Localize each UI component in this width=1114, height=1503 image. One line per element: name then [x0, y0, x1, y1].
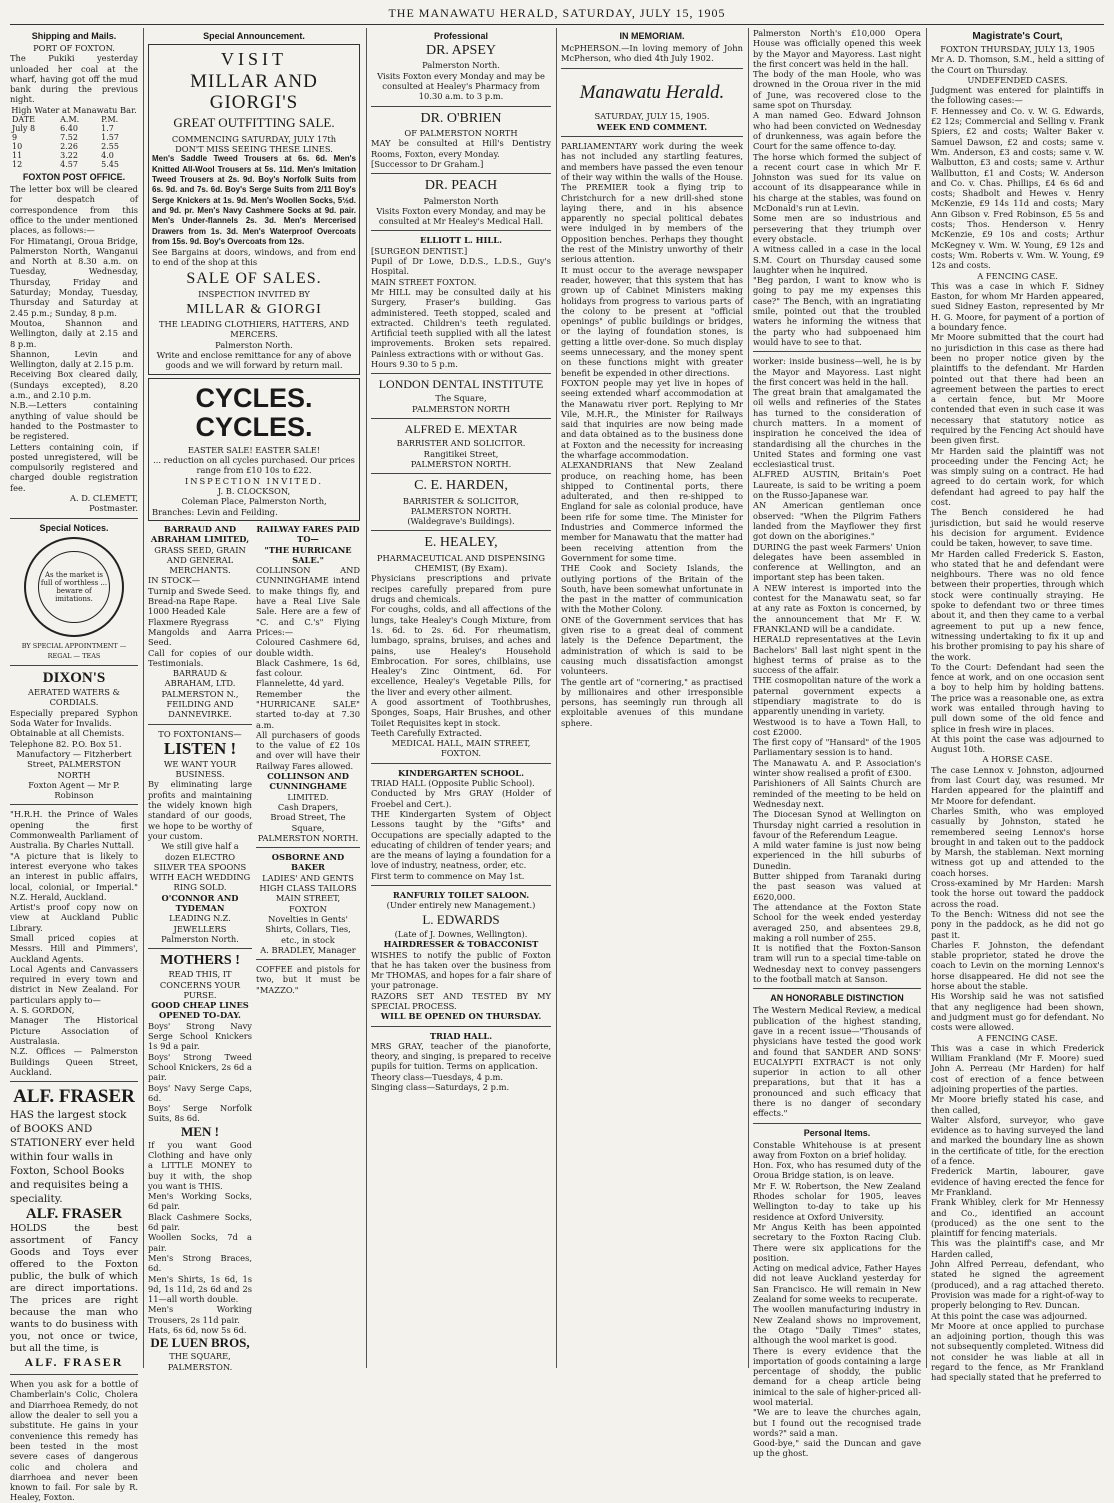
divider — [371, 1026, 551, 1027]
personal-heading: Personal Items. — [803, 1127, 871, 1138]
men-title: MEN ! — [181, 1123, 219, 1139]
cheap-lines-text: GOOD CHEAP LINES OPENED TO-DAY. — [151, 1000, 249, 1021]
column-rule — [748, 28, 749, 1368]
barraud-text: IN STOCK— Turnip and Swede Seed. Bread-na Rape Rape. 1000 Headed Kale Flaxmere Ryegrass Mangolds and Aarra Seed. Call for copies of our Testimonials. — [148, 575, 252, 668]
obrien-text: MAY be consulted at Hill's Dentistry Rooms, Foxton, every Monday. [Successor to Dr Graham.] — [371, 138, 551, 169]
column-rule — [556, 28, 557, 1368]
divider — [371, 106, 551, 107]
divider — [753, 1123, 921, 1124]
alfred-text: BARRISTER AND SOLICITOR. Rangitikei Street, PALMERSTON NORTH. — [396, 438, 526, 469]
osborne-address: MAIN STREET, FOXTON — [275, 893, 341, 914]
section-heading: Professional — [433, 31, 489, 41]
millar-giorgi-subtitle: THE LEADING CLOTHIERS, HATTERS, AND MERCERS. — [158, 319, 349, 340]
horse-heading: A HORSE CASE. — [982, 754, 1053, 765]
regal-teas-seal — [24, 537, 124, 637]
millar-giorgi-title: MILLAR AND GIORGI'S — [190, 70, 318, 113]
cycles-title: CYCLES. CYCLES. — [195, 382, 313, 443]
healey-subtitle: PHARMACEUTICAL AND DISPENSING CHEMIST, (By Exam). — [376, 552, 546, 574]
tide-cell: 3.22 — [60, 151, 78, 161]
listen-text: By eliminating large profits and maintaining the widely known high standard of our goods, we hope to be worthy of your custom. — [148, 779, 252, 841]
tide-cell: 4.0 — [101, 151, 114, 161]
ranfurly-subtitle: (Under entirely new Management.) — [386, 900, 536, 911]
coffee-text: COFFEE and pistols for two, but it must be "MAZZO." — [256, 964, 360, 995]
collinson-name: COLLINSON AND CUNNINGHAME — [267, 771, 349, 792]
tide-cell: 5.45 — [101, 160, 119, 170]
col2-left — [148, 524, 252, 1372]
tide-row — [10, 142, 138, 151]
de-luen-subtitle: THE SQUARE, PALMERSTON. — [167, 1351, 233, 1372]
fencing-heading: A FENCING CASE. — [977, 270, 1058, 281]
column-magistrate — [931, 28, 1104, 1383]
hill-text: [SURGEON DENTIST.] Pupil of Dr Lowe, D.D.S., L.D.S., Guy's Hospital. MAIN STREET FOXTON. Mr HILL may be consulted daily at his Surgery, Fraser's building. Gas administered. Teeth stopped, scaled and extracted. Children's teeth regulated. Artificial teeth supplied with all the latest improvements. Broken sets repaired. Painless extractions with or without Gas. Hours 9.30 to 5 p.m. — [371, 245, 551, 369]
divider — [10, 665, 138, 666]
divider — [561, 68, 743, 69]
millar-giorgi-name: MILLAR & GIORGI — [186, 301, 322, 317]
men-text: If you want Good Clothing and have only a LITTLE MONEY to buy it with, the shop you want is THIS. Men's Working Socks, 6d pair. Black Cashmere Socks, 6d pair. Woollen Socks, 7d a pair. Men's Strong Braces, 6d. Men's Shirts, 1s 6d, 1s 9d, 1s 11d, 2s 6d and 2s 11—all worth double. Men's Working Trousers, 2s 11d pair. Hats, 6s 6d, now 5s 6d. — [148, 1139, 252, 1336]
dixon-telephone: Telephone 82. P.O. Box 51. — [10, 738, 122, 749]
col2-split — [148, 524, 360, 1372]
read-this-text: READ THIS, IT CONCERNS YOUR PURSE. — [159, 969, 241, 1000]
tide-row — [10, 151, 138, 160]
divider — [371, 885, 551, 886]
hill-title: ELLIOTT L. HILL. — [420, 235, 502, 246]
memoriam-heading: IN MEMORIAM. — [619, 31, 685, 41]
commencing-text: COMMENCING SATURDAY, JULY 17th — [171, 133, 337, 144]
london-dental-title: LONDON DENTAL INSTITUTE — [378, 377, 544, 392]
sale-lines: Men's Saddle Tweed Trousers at 6s. 6d. Men's Knitted All-Wool Trousers at 5s. 11d. Men's Imitation Tweed Trousers at 2s. 9d. Boy's Norfolk Suits from 6s. 9d. and 7s. 6d. Boy's Serge Suits from 2/11 Boy's Serge Knickers at 1s. 9d. Men's Woollen Socks, 5½d. and 9d. pr. Men's Navy Cashmere Socks at 9d. pair. Men's Under-flannels 2s. 3d. Men's Mercerised Drawers from 1s. 3d. Men's Waterproof Overcoats from 15s. 9d. Boy's Overcoats from 12s. — [152, 154, 356, 246]
oconnor-title: O'CONNOR AND TYDEMAN — [161, 892, 239, 914]
masthead: THE MANAWATU HERALD, SATURDAY, JULY 15, 1905 — [388, 6, 726, 20]
fencing-text-2: This was a case in which Frederick William Frankland (Mr F. Moore) sued John A. Perreau (Mr Harden) for half cost of erection of a fence between adjoining properties of the parties. Mr Moore briefly stated his case, and then called, Walter Alsford, surveyor, who gave evidence as to having surveyed the land and marked the boundary line as shown in the certificate of title, for the erection of a fence. Frederick Martin, labourer, gave evidence of having erected the fence for Mr Frankland. Frank Whibley, clerk for Mr Hennessy and Co., identified an account (produced) as the one sent to the plaintiff for fencing materials. This was the plaintiff's case, and Mr Harden called, John Alfred Perreau, defendant, who stated he signed the agreement (produced), and a rag attached thereto. Provision was made for a right-of-way to properly belonging to Rev. Duncan. At this point the case was adjourned. Mr Moore at once applied to purchase an adjoining portion, though this was not subsequently completed. Witness did not consider he was liable at all in regard to the fence, as Mr Frankland had specially stated that he preferred to — [931, 1042, 1104, 1383]
magistrate-heading: Magistrate's Court, — [972, 31, 1063, 42]
divider — [10, 804, 138, 805]
honorable-heading: AN HONORABLE DISTINCTION — [770, 993, 904, 1004]
column-shipping — [10, 28, 138, 1503]
tide-cell: 1.7 — [101, 124, 114, 134]
to-foxtonians: TO FOXTONIANS— — [158, 728, 242, 739]
mothers-title: MOTHERS ! — [160, 953, 240, 969]
hairdresser-title: HAIRDRESSER & TOBACCONIST — [383, 939, 539, 950]
triad-title: TRIAD HALL. — [429, 1030, 493, 1041]
tide-header-cell: DATE — [12, 115, 35, 125]
tide-heading: High Water at Manawatu Bar. — [11, 104, 137, 115]
novelties-text: Novelties in Gents' Shirts, Collars, Ties, etc., in stock — [265, 913, 351, 945]
kindergarten-title: KINDERGARTEN SCHOOL. — [398, 767, 524, 778]
dixon-text: Especially prepared Syphon Soda Water for Invalids. Obtainable at all Chemists. — [10, 707, 138, 739]
undefended-text: Judgment was entered for plaintiffs in the following cases:— F. Hennessey and Co. v. W. G. Edwards, £2 12s; Commercial and Selling v. Frank Spiers, £2 and costs; Walter Baker v. Samuel Dawson, £2 and costs; same v. Wm. Anderson, £3 and costs; same v. W. Walbutton, £3 and costs; same v. Arthur Wallbutton, £1 and Costs; W. Anderson and Co. v. Chas. Phillips, £4 6s 6d and costs; Shadbolt and Hewes v. Henry McKenzie, £9 14s 11d and costs; Mary Ann Gibson v. Fred Robinson, £5 5s and costs; Thos. Henderson v. Henry McKenzie, £9 10s and costs; Arthur McKegney v. Wm. W. Young, £9 12s and costs; Wm. Roberts v. Wm. W. Young, £9 12s and costs. — [931, 85, 1104, 271]
divider — [753, 988, 921, 989]
sale-of-sales: SALE OF SALES. — [186, 269, 322, 287]
divider — [371, 473, 551, 474]
tide-cell: 1.57 — [101, 133, 119, 143]
tide-cell: 10 — [12, 142, 23, 152]
ranfurly-title: RANFURLY TOILET SALOON. — [392, 890, 530, 901]
tide-cell: 7.52 — [60, 133, 78, 143]
harden-text: BARRISTER & SOLICITOR, PALMERSTON NORTH. (Waldegrave's Buildings). — [402, 495, 520, 527]
triad-text: MRS GRAY, teacher of the pianoforte, theory, and singing, is prepared to receive pupils for tuition. Terms on application. Theory class—Tuesdays, 4 p.m. Singing class—Saturdays, 2 p.m. — [371, 1040, 551, 1093]
divider — [371, 230, 551, 231]
healey-title: E. HEALEY, — [424, 535, 498, 551]
tide-cell: 6.40 — [60, 124, 78, 134]
kindergarten-text: TRIAD HALL (Opposite Public School). Conducted by Mrs GRAY (Holder of Froebel and Cert.). THE Kindergarten System of Object Lessons taught by the "Gifts" and Occupations are specially adapted to the educating of children of tender years; and are the means of laying a foundation for a love of industry, neatness, order, etc. First term to commence on May 1st. — [371, 778, 551, 881]
tide-cell: 2.55 — [101, 142, 119, 152]
column-rule — [143, 28, 144, 1368]
alf-fraser-text: HAS the largest stock of BOOKS AND STATIONERY ever held within four walls in Foxton, School Books and requisites being a speciality. — [10, 1109, 135, 1206]
hrh-notice: "H.R.H. the Prince of Wales opening the first Commonwealth Parliament of Australia. By Charles Nuttall. "A picture that is likely to interest everyone who takes an interest in public affairs, local, colonial, or Imperial." N.Z. Herald, Auckland. Artist's proof copy now on view at Auckland Public Library. Small priced copies at Messrs. Hill and Pimmers', Auckland Agents. Local Agents and Canvassers required in every town and district in New Zealand. For particulars apply to— A. S. GORDON, Manager The Historical Picture Association of Australasia. N.Z. Offices — Palmerston Buildings Queen Street, Auckland. — [10, 809, 138, 1077]
healey-text: Physicians prescriptions and private recipes carefully prepared from pure drugs and chemicals. For coughs, colds, and all affections of the lungs, take Healey's Cough Mixture, from 1s. 6d. to 2s. 6d. For rheumatism, lumbago, sprains, bruises, and aches and pains, use Healey's Household Embrocation. For sores, chilblains, use Healey's Zinc Ointment, 6d. For excellence, Healey's Vegetable Pills, for the liver and every other ailment. A good assortment of Toothbrushes, Sponges, Soaps, Hair Brushes, and other Toilet Requisites kept in stock. Teeth Carefully Extracted. — [371, 573, 551, 738]
millar-giorgi-ad — [148, 44, 360, 375]
chamberlain-notice: When you ask for a bottle of Chamberlain's Colic, Cholera and Diarrhoea Remedy, do not allow the dealer to sell you a substitute. He gains in your convenience this remedy has been tested in the most severe cases of dangerous colic and cholera and diarrhoea and never been known to fail. For sale by R. Healey, Foxton. — [10, 1379, 138, 1503]
post-office-text: The letter box will be cleared for despatch of correspondence from this office to the under mentioned places, as follows:— For Himatangi, Oroua Bridge, Palmerston North, Wanganui and North at 8.30 a.m. on Tuesday, Wednesday, Thursday, Friday and Saturday; Monday, Tuesday, Thursday and Saturday at 2.45 p.m.; Sunday, 8 p.m. Moutoa, Shannon and Wellington, daily at 2.15 and 8 p.m. Shannon, Levin and Wellington, daily at 2.15 p.m. Receiving Box cleared daily, (Sundays excepted), 8.20 a.m., and 2.10 p.m. N.B.—Letters containing anything of value should be handed to the Postmaster to be registered. Letters containing coin, if posted unregistered, will be compulsorily registered and charged double registration fee. — [10, 184, 138, 493]
dixon-address: Manufactory — Fitzherbert Street, PALMERSTON NORTH — [16, 748, 132, 780]
tide-row — [10, 124, 138, 133]
tide-header-cell: A.M. — [60, 115, 80, 125]
seal-text: As the market is full of worthless ... beware of imitations. — [38, 551, 110, 623]
column-editorial — [561, 28, 743, 1368]
divider — [256, 959, 360, 960]
osborne-subtitle: LADIES' AND GENTS HIGH CLASS TAILORS — [259, 872, 357, 894]
tide-header-row — [10, 115, 138, 124]
cycles-text: ... reduction on all cycles purchased. Our prices range from £10 10s to £22. — [153, 455, 355, 476]
week-end-comment: WEEK END COMMENT. — [596, 121, 708, 132]
divider — [753, 351, 921, 352]
divider — [256, 847, 360, 848]
write-text: Write and enclose remittance for any of above goods and we will forward by return mail. — [156, 349, 352, 371]
column-news — [753, 28, 921, 1459]
collinson-title: RAILWAY FARES PAID TO— "THE HURRICANE SALE." — [256, 523, 360, 565]
cycles-inspection: INSPECTION INVITED. — [184, 475, 324, 486]
divider — [371, 530, 551, 531]
port-text: The Pukiki yesterday unloaded her coal at the wharf, having got off the mud bank during the previous night. — [10, 53, 138, 105]
tide-row — [10, 160, 138, 169]
tide-cell: 11 — [12, 151, 23, 161]
collinson-subtitle: LIMITED. Cash Drapers, Broad Street, The Square, PALMERSTON NORTH. — [257, 791, 359, 843]
col2-right — [256, 524, 360, 1372]
memoriam-text: McPHERSON.—In loving memory of John McPherson, who died 4th July 1902. — [561, 43, 743, 64]
section-heading: Special Announcement. — [203, 31, 305, 41]
cycles-name: J. B. CLOCKSON, — [217, 486, 291, 497]
visit-heading: VISIT — [221, 49, 287, 69]
news-body-2: worker: inside business—well, he is by the Mayor and Mayoress. Last night the first concert was held in the hall. The great brain that amalgamated the oil wells and refineries of the States has turned to the consideration of church matters. In a moment of inspiration he conceived the idea of standardising all the churches in the United States and forming one vast ecclesiastical trust. ALFRED AUSTIN, Britain's Poet Laureate, is said to be writing a poem on the Russo-Japanese war. AN American gentleman once observed: "When the Pilgrim Fathers landed from the Mayflower they first got down on the aborigines." DURING the past week Farmers' Union delegates have been assembled in conference at Wellington, and an important step has been taken. A NEW interest is imported into the contest for the Manawatu seat, so far at any rate as Foxton is concerned, by the announcement that Mr F. W. FRANKLAND will be a candidate. HERALD representatives at the Levin Bachelors' Ball last night spent in the highest terms of praise as to the success of the affair. THE cosmopolitan nature of the work a paternal government expects a stipendiary magistrate to do is apparently unending in variety. Westwood is to have a Town Hall, to cost £2000. The first copy of "Hansard" of the 1905 Parliamentary session is to hand. The Manawatu A. and P. Association's winter show realised a profit of £300. Parishioners of All Saints Church are reminded of the meeting to be held on Wednesday next. The Diocesan Synod at Wellington on Thursday night carried a resolution in favour of the Referendum League. A mild water famine is just now being experienced in the hill suburbs of Dunedin. Butter shipped from Taranaki during the past season was valued at £620,000. The attendance at the Foxton State School for the week ended yesterday averaged 250, and absentees 29.8, making a roll number of 255. It is notified that the Foxton-Sanson tram will run to a special time-table on Wednesday next to convey passengers to the football match at Sanson. — [753, 356, 921, 985]
column-professional — [371, 28, 551, 1368]
editorial-body: PARLIAMENTARY work during the week has not included any startling features, and members have passed the even tenour of their way within the walls of the House. The PREMIER took a flying trip to Christchurch for a new drill-shed stone laying there, and in his absence apparently no special political debates were indulged in by members of the Opposition benches. Perhaps they thought the rest of the Ministry unworthy of their serious attention. It must occur to the average newspaper reader, however, that this system that has grown up of Cabinet Ministers making holidays from progress to various parts of the colony to be present at "official openings" of public buildings or bridges, or the laying of foundation stones, is getting a little over-done. So much display seems unnecessary, and the money spent on these functions might with greater benefit be expended in other directions. FOXTON people may yet live in hopes of seeing extended wharf accommodation at the Manawatu river port. Replying to Mr Vile, M.H.R., the Minister for Railways said that inquiries are now being made and data obtained as to the business done at Foxton and the necessity for increasing the wharfage accommodation. ALEXANDRIANS that New Zealand produce, on reaching home, has been shipped to Continental ports, there adulterated, and then re-shipped to England for sale as colonial produce, have been rife for some time. The Minister for Industries and Commerce informed the member for Manawatu that the matter had been receiving attention from the Government for some time. THE Cook and Society Islands, the outlying portions of the Britain of the South, have been somewhat unfortunate in the past in the matter of communication with the Mother Colony. ONE of the Government services that has given rise to a great deal of comment lately is the Defence Department, the administration of which is said to be causing much dissatisfaction amongst volunteers. The gentle art of "cornering," as practised by millionaires and other irresponsible persons, has seemingly run through all exploitable avenues of this mundane sphere. — [561, 141, 743, 728]
seal-outer-text: BY SPECIAL APPOINTMENT — REGAL — TEAS — [21, 641, 127, 660]
dont-miss-text: DON'T MISS SEEING THESE LINES. — [175, 144, 333, 155]
tide-header-cell: P.M. — [101, 115, 119, 125]
bradley-text: A. BRADLEY, Manager — [260, 944, 356, 955]
hairdresser-text: WISHES to notify the public of Foxton that he has taken over the business from Mr THOMAS, and hopes for a fair share of your patronage. RAZORS SET AND TESTED BY MY SPECIAL PROCESS. — [371, 949, 551, 1011]
postmaster-signature: A. D. CLEMETT, Postmaster. — [69, 492, 138, 514]
tide-cell: 4.57 — [60, 160, 78, 170]
tide-cell: July 8 — [12, 124, 36, 134]
inspection-text: INSPECTION INVITED BY — [198, 289, 310, 300]
honorable-text: The Western Medical Review, a medical publication of the highest standing, gave in a recent issue—"Thousands of physicians have tested the good work and found that SANDER AND SONS' EUCALYPTI EXTRACT is not only superior in action to all other preparations, but that it has a pronounced and such efficacy that there is no danger of secondary effects." — [753, 1005, 921, 1119]
divider — [371, 373, 551, 374]
alf-fraser-title: ALF. FRASER — [25, 1206, 123, 1223]
barraud-signature: BARRAUD & ABRAHAM, LTD. PALMERSTON N., FEILDING AND DANNEVIRKE. — [161, 668, 239, 720]
column-special-announcement — [148, 28, 360, 1372]
tide-row — [10, 133, 138, 142]
cycles-branches: Branches: Levin and Feilding. — [152, 506, 278, 517]
fencing-text: This was a case in which F. Sidney Easton, for whom Mr Harden appeared, sued Sidney Easton, represented by Mr H. G. Moore, for payment of a portion of a boundary fence. Mr Moore submitted that the court had no jurisdiction in this case as there had been no proper notice given by the plaintiffs to the defendant. Mr Harden pointed out that there had been an agreement between the parties to erect a certain fence, but Mr Moore contended that even in such case it was necessary that statutory notice as required by the Fencing Act should have been given first. Mr Harden said the plaintiff was not proceeding under the Fencing Act; he was simply suing on a contract. He had agreed to do certain work, for which defendant had agreed to pay half the cost. The Bench considered he had jurisdiction, but said he would reserve his decision for argument. Evidence could be taken, however, to save time. Mr Harden called Frederick S. Easton, who stated that he and defendant were neighbours. There was no old fence between their properties, through which stock were continually straying. He spoke to defendant two or three times about it, and then they came to a verbal agreement to put up a new fence, witnessing undertaking to fix it up and his brother promising to pay his share of the work. To the Court: Defendant had seen the fence at work, and on one occasion sent a boy to help him by holding battens. The price was a reasonable one, as extra work was entailed through having to pull down some of the old fence and splice in fresh wire in places. At this point the case was adjourned to August 10th. — [931, 280, 1104, 755]
column-rule — [366, 28, 367, 1368]
electro-text: We still give half a dozen ELECTRO SILVER TEA SPOONS WITH EACH WEDDING RING SOLD. — [149, 841, 251, 893]
post-office-heading: FOXTON POST OFFICE. — [22, 172, 126, 183]
horse-text: The case Lennox v. Johnston, adjourned from last Court day, was resumed. Mr Harden appeared for the plaintiff and Mr Moore for defendant. Charles Smith, who was employed casually by Johnston, stated he remembered seeing Lennox's horse brought in and taken out to the paddock by Marsh, the stableman. Next morning witness got up and attended to the coach horses. Cross-examined by Mr Harden: Marsh took the horse out toward the paddock across the road. To the Bench: Witness did not see the pony in the paddock, as he did not go past it. Charles F. Johnston, the defendant stable proprietor, stated he drove the coach to Levin on the morning Lennox's horse disappeared. He did not see the horse about the stable. His Worship said he was not satisfied that any negligence had been shown, and judgment must go for defendant. No costs were allowed. — [931, 764, 1104, 1033]
obrien-subtitle: OF PALMERSTON NORTH — [404, 127, 518, 138]
peach-text: Palmerston North Visits Foxton every Monday, and may be consulted at Mr Healey's Medical Hall. — [376, 195, 546, 227]
sale-title: GREAT OUTFITTING SALE. — [173, 114, 335, 130]
divider — [148, 948, 252, 949]
port-heading: PORT OF FOXTON. — [33, 43, 115, 53]
dixon-title: DIXON'S — [42, 670, 106, 687]
divider — [10, 1081, 138, 1082]
peach-title: DR. PEACH — [424, 178, 498, 194]
tide-cell: 2.26 — [60, 142, 78, 152]
divider — [10, 518, 138, 519]
court-intro: Mr A. D. Thomson, S.M., held a sitting of the Court on Thursday. — [931, 54, 1104, 75]
cycles-address: Coleman Place, Palmerston North, — [181, 496, 327, 507]
oconnor-subtitle: LEADING N.Z. JEWELLERS Palmerston North. — [161, 913, 239, 944]
personal-text: Constable Whitehouse is at present away from Foxton on a brief holiday. Hon. Fox, who has resumed duty of the Oroua Bridge station, is on leave. Mr F. W. Robertson, the New Zealand Rhodes scholar for 1905, leaves Wellington to-day to take up his residence at Oxford University. Mr Angus Keith has been appointed secretary to the Foxton Racing Club. There were six applications for the position. Acting on medical advice, Father Hayes did not leave Auckland yesterday for San Francisco. He will remain in New Zealand for some weeks to recuperate. The woollen manufacturing industry in New Zealand shows no improvement, the Otago "Daily Times" states, although the wool market is good. There is every evidence that the importation of goods containing a large percentage of shoddy, the public demand for a cheap article being inimical to the sale of higher-priced all-wool material. "We are to leave the churches again, but I found out the recognised trade words?" said a man. Good-bye," said the Duncan and gave up the ghost. — [753, 1139, 921, 1459]
bargains-text: See Bargains at doors, windows, and from end to end of the shop at this — [152, 247, 356, 268]
alf-fraser-title: ALF. FRASER — [13, 1086, 135, 1108]
we-want-text: WE WANT YOUR BUSINESS. — [163, 758, 237, 780]
palmerston-text: Palmerston North. — [215, 339, 293, 350]
editorial-date: SATURDAY, JULY 15, 1905. — [594, 111, 710, 122]
court-date: FOXTON THURSDAY, JULY 13, 1905 — [940, 44, 1095, 54]
de-luen-title: DE LUEN BROS, — [150, 1335, 250, 1351]
tide-cell: 9 — [12, 133, 18, 143]
barraud-title: BARRAUD AND ABRAHAM LIMITED, — [150, 523, 250, 545]
news-body: Palmerston North's £10,000 Opera House was officially opened this week by the Mayor and Mayoress. Last night the first concert was held in the hall. The body of the man Hoole, who was drowned in the Oroua river in the mid of June, was recovered close to the same spot on Thursday. A man named Geo. Edward Johnson who had been convicted on Wednesday of drunkenness, was again before the Court for the same offence to-day. The horse which formed the subject of a recent court case in which Mr F. Johnston was sued for its value on account of its disappearance while in his charge at the stables, was found on McDonald's run at Levin. Some men are so industrious and persevering that they triumph over every obstacle. A witness called in a case in the local S.M. Court on Thursday caused some laughter when he inquired. "Beg pardon, I want to know who is going to pay me my expenses this case?" The Bench, with an ingratiating smile, pointed out that the troubled waters he informing the witness that the party who had subpoenaed him would have to see to that. — [753, 28, 921, 347]
collinson-text: COLLINSON AND CUNNINGHAME intend to make things fly, and have a Real Live Sale Sale. Here are a few of "C. and C.'s" Flying Prices:— Coloured Cashmere 6d, double width. Black Cashmere, 1s 6d, fast colour. Flannelette, 4d yard. Remember the "HURRICANE SALE" started to-day at 7.30 a.m. All purchasers of goods to the value of £2 10s and over will have their Railway Fares allowed. — [256, 565, 360, 771]
cycles-ad — [148, 378, 360, 521]
newspaper-title: Manawatu Herald. — [579, 81, 725, 103]
column-rule — [926, 28, 927, 1368]
divider — [148, 724, 252, 725]
apsey-title: DR. APSEY — [425, 43, 497, 58]
divider — [371, 418, 551, 419]
mothers-text: Boys' Strong Navy Serge School Knickers 1s 9d a pair. Boys' Strong Tweed School Knickers, 2s 6d a pair. Boys' Navy Serge Caps, 6d. Boys' Serge Norfolk Suits, 8s 6d. — [148, 1020, 252, 1124]
opening-text: WILL BE OPENED ON THURSDAY. — [380, 1011, 542, 1022]
divider — [561, 136, 743, 137]
masthead-rule — [10, 24, 1104, 25]
alf-fraser-title: ALF. FRASER — [24, 1355, 124, 1370]
divider — [371, 173, 551, 174]
special-notices-heading: Special Notices. — [39, 522, 109, 533]
listen-title: LISTEN ! — [163, 738, 237, 758]
divider — [371, 763, 551, 764]
tide-table — [10, 115, 138, 169]
fencing-heading-2: A FENCING CASE. — [977, 1032, 1058, 1043]
apsey-text: Palmerston North. Visits Foxton every Monday and may be consulted at Healey's Pharmacy from 10.30 a.m. to 3 p.m. — [377, 60, 545, 102]
medical-hall: MEDICAL HALL, MAIN STREET, FOXTON. — [391, 738, 531, 759]
alf-fraser-text: HOLDS the best assortment of Fancy Goods and Toys ever offered to the Foxton public, the bulk of which are direct importations. The prices are right because the man who wants to do business with you, not once or twice, but all the time, is — [10, 1223, 138, 1355]
london-dental-text: The Square, PALMERSTON NORTH — [412, 393, 510, 414]
edwards-subtitle: (Late of J. Downes, Wellington). — [394, 928, 528, 939]
dixon-agent: Foxton Agent — Mr P. Robinson — [28, 779, 120, 801]
barraud-subtitle: GRASS SEED, GRAIN AND GENERAL MERCHANTS. — [154, 544, 246, 576]
osborne-title: OSBORNE AND BAKER — [271, 852, 345, 873]
edwards-title: L. EDWARDS — [422, 911, 500, 927]
section-heading: Shipping and Mails. — [31, 31, 117, 41]
easter-sale-text: EASTER SALE! EASTER SALE! — [187, 444, 321, 455]
tide-cell: 12 — [12, 160, 23, 170]
undefended-heading: UNDEFENDED CASES. — [967, 74, 1068, 85]
obrien-title: DR. O'BRIEN — [420, 110, 502, 126]
harden-title: C. E. HARDEN, — [414, 478, 508, 494]
dixon-subtitle: AERATED WATERS & CORDIALS. — [28, 687, 120, 708]
divider — [10, 1374, 138, 1375]
alfred-title: ALFRED E. MEXTAR — [404, 422, 518, 437]
